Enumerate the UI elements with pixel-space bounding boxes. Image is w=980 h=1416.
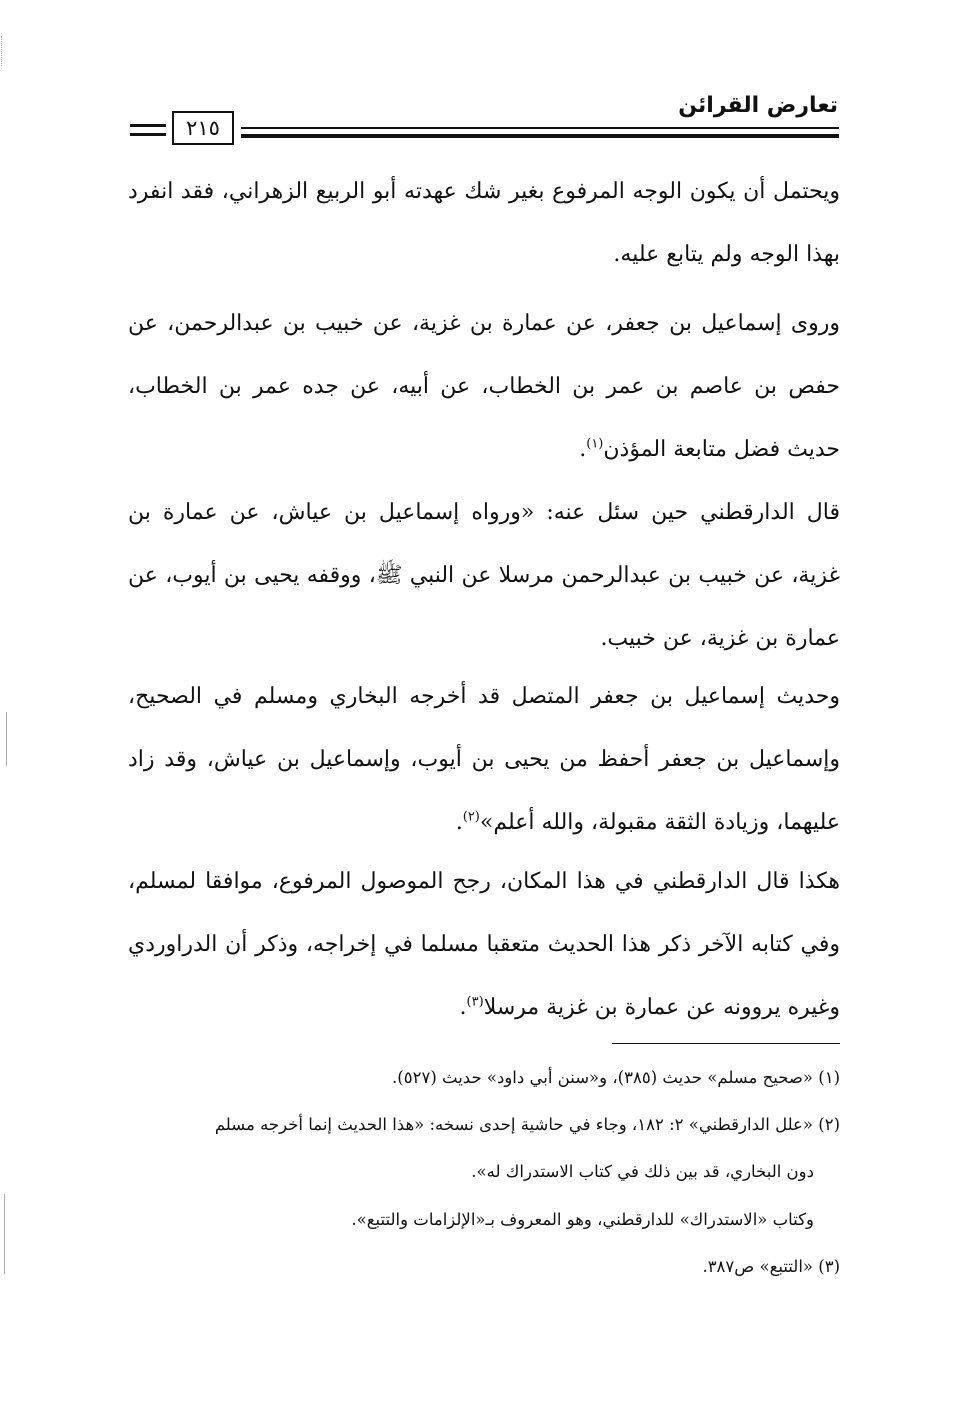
footnote-ref: (٢) — [462, 809, 480, 825]
paragraph-text: وحديث إسماعيل بن جعفر المتصل قد أخرجه البخاري ومسلم في الصحيح، وإسماعيل بن جعفر أحفظ من يحيى بن أيوب، وإسماعيل بن عياش، وقد زاد عليهما، وزيادة الثقة مقبولة، والله أعلم» — [128, 684, 840, 835]
header-rule — [130, 124, 166, 127]
footnote-1: (١) «صحيح مسلم» حديث (٣٨٥)، و«سنن أبي داود» حديث (٥٢٧). — [392, 1068, 840, 1087]
footnote-3: (٣) «التتبع» ص٣٨٧. — [702, 1257, 840, 1276]
paragraph-text: هكذا قال الدارقطني في هذا المكان، رجح الموصول المرفوع، موافقا لمسلم، وفي كتابه الآخر ذكر هذا الحديث متعقبا مسلما في إخراجه، وذكر أن الدراوردي وغيره يروونه عن عمارة بن غزية مرسلا — [128, 869, 840, 1020]
footnote-ref: (٣) — [466, 994, 484, 1010]
paragraph-text: وروى إسماعيل بن جعفر، عن عمارة بن غزية، عن خبيب بن عبدالرحمن، عن حفص بن عاصم بن عمر بن الخطاب، عن أبيه، عن جده عمر بن الخطاب، حديث فضل متابعة المؤذن — [128, 311, 840, 462]
paragraph-tail: . — [459, 995, 467, 1020]
footnote-separator — [612, 1043, 840, 1044]
paragraph-tail: . — [579, 437, 587, 462]
paragraph-3 — [128, 481, 840, 670]
paragraph-text: قال الدارقطني حين سئل عنه: «ورواه إسماعيل بن عياش، عن عمارة بن غزية، عن خبيب بن عبدالرحمن مرسلا عن النبي ﷺ، ووقفه يحيى بن أيوب، عن عمارة بن غزية، عن خبيب. — [128, 500, 841, 651]
running-title: تعارض القرائن — [678, 93, 838, 118]
paragraph-1 — [128, 160, 840, 286]
page-edge-mark — [6, 712, 7, 766]
footnote-ref: (١) — [586, 436, 604, 452]
page-edge-mark — [1, 36, 3, 66]
page-number: ٢١٥ — [172, 111, 234, 145]
footnote-2-continuation: دون البخاري، قد بين ذلك في كتاب الاستدراك له». — [471, 1162, 814, 1181]
footnote-2: (٢) «علل الدارقطني» ٢: ١٨٢، وجاء في حاشية إحدى نسخه: «هذا الحديث إنما أخرجه مسلم — [214, 1115, 840, 1134]
paragraph-tail: . — [455, 810, 463, 835]
header-rule — [241, 127, 839, 129]
paragraph-5 — [128, 850, 840, 1039]
paragraph-4 — [128, 665, 840, 854]
header-rule — [130, 133, 166, 136]
page-edge-mark — [4, 1194, 5, 1274]
paragraph-2 — [128, 292, 840, 481]
paragraph-text: ويحتمل أن يكون الوجه المرفوع بغير شك عهدته أبو الربيع الزهراني، فقد انفرد بهذا الوجه ولم يتابع عليه. — [128, 179, 840, 267]
header-rule — [241, 134, 839, 138]
footnote-2-note: وكتاب «الاستدراك» للدارقطني، وهو المعروف بـ«الإلزامات والتتبع». — [351, 1210, 814, 1229]
